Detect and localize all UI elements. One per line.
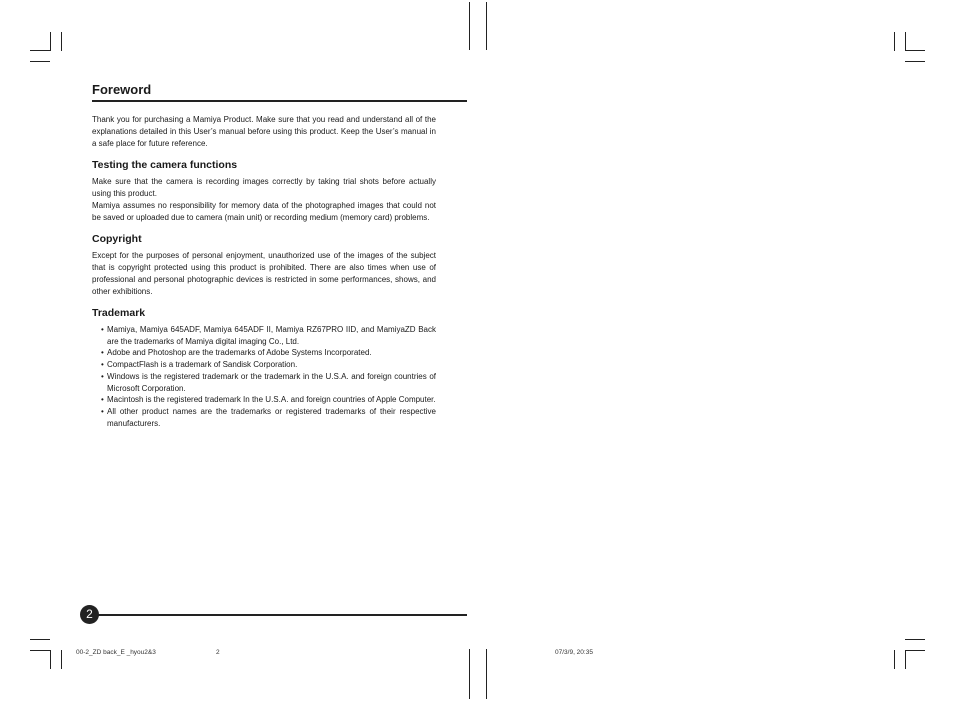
page-title: Foreword xyxy=(92,82,467,102)
trademark-list xyxy=(92,324,436,429)
list-item: • CompactFlash is a trademark of Sandisk Corporation. xyxy=(101,359,436,371)
section-heading-testing: Testing the camera functions xyxy=(92,159,238,171)
list-item: • Macintosh is the registered trademark In the U.S.A. and foreign countries of Apple Computer. xyxy=(101,394,436,406)
testing-paragraph-1: Make sure that the camera is recording images correctly by taking trial shots before actually using this product. xyxy=(92,177,436,198)
page-content xyxy=(92,114,436,429)
section-heading-trademark: Trademark xyxy=(92,307,146,319)
list-item: • All other product names are the trademarks or registered trademarks of their respective manufacturers. xyxy=(101,406,436,429)
section-heading-copyright: Copyright xyxy=(92,233,142,245)
list-item: • Mamiya, Mamiya 645ADF, Mamiya 645ADF II, Mamiya RZ67PRO IID, and MamiyaZD Back are the trademarks of Mamiya digital imaging Co., Ltd. xyxy=(101,324,436,347)
slug-page-number: 2 xyxy=(216,649,220,656)
list-item: • Windows is the registered trademark or the trademark in the U.S.A. and foreign countries of Microsoft Corporation. xyxy=(101,371,436,394)
footer-rule xyxy=(92,614,467,616)
slug-filename: 00-2_ZD back_E _hyou2&3 xyxy=(76,649,156,656)
slug-timestamp: 07/3/9, 20:35 xyxy=(555,649,593,656)
copyright-paragraph: Except for the purposes of personal enjoyment, unauthorized use of the images of the subject that is copyright protected using this product is prohibited. There are also times when use of professional and personal photographic devices is restricted in some performances, shows, and other exhibitions. xyxy=(92,251,436,296)
list-item: • Adobe and Photoshop are the trademarks of Adobe Systems Incorporated. xyxy=(101,347,436,359)
intro-paragraph: Thank you for purchasing a Mamiya Product. Make sure that you read and understand all of the explanations detailed in this User’s manual before using this product. Keep the User’s manual in a safe place for future reference. xyxy=(92,115,436,148)
section-testing xyxy=(92,159,436,224)
manual-page xyxy=(92,82,467,429)
testing-paragraph-2: Mamiya assumes no responsibility for memory data of the photographed images that could not be saved or uploaded due to camera (main unit) or recording medium (memory card) problems. xyxy=(92,201,436,222)
section-copyright xyxy=(92,233,436,298)
section-trademark xyxy=(92,307,436,429)
page-number-badge: 2 xyxy=(80,605,99,624)
